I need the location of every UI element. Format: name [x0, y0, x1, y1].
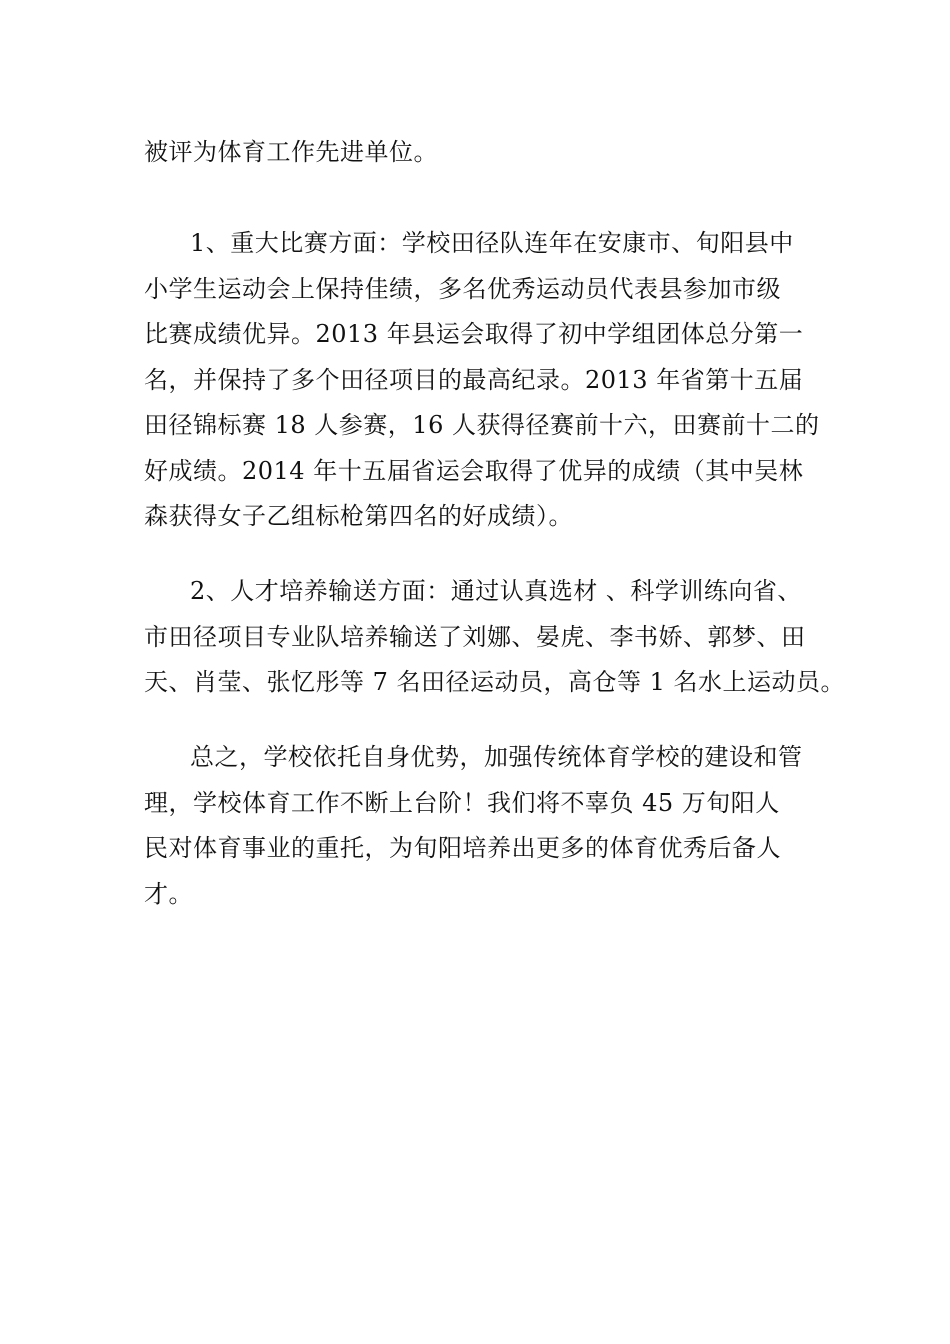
text-line: 总之，学校依托自身优势，加强传统体育学校的建设和管 [190, 743, 803, 771]
text-line: 才。 [144, 880, 193, 908]
text-line: 市田径项目专业队培养输送了刘娜、晏虎、李书娇、郭梦、田 [144, 623, 806, 651]
text-line: 田径锦标赛 18 人参赛，16 人获得径赛前十六，田赛前十二的 [144, 411, 820, 439]
text-line: 名，并保持了多个田径项目的最高纪录。2013 年省第十五届 [144, 366, 804, 394]
text-line: 理，学校体育工作不断上台阶！我们将不辜负 45 万旬阳人 [144, 789, 780, 817]
text-line: 比赛成绩优异。2013 年县运会取得了初中学组团体总分第一 [144, 320, 804, 348]
text-line: 民对体育事业的重托，为旬阳培养出更多的体育优秀后备人 [144, 834, 781, 862]
text-line: 森获得女子乙组标枪第四名的好成绩）。 [144, 502, 573, 530]
text-line: 2、人才培养输送方面：通过认真选材 、科学训练向省、 [190, 577, 802, 605]
text-line: 好成绩。2014 年十五届省运会取得了优异的成绩（其中吴林 [144, 457, 804, 485]
text-line: 被评为体育工作先进单位。 [144, 138, 438, 166]
text-line: 小学生运动会上保持佳绩，多名优秀运动员代表县参加市级 [144, 275, 781, 303]
text-line: 1、重大比赛方面：学校田径队连年在安康市、旬阳县中 [190, 229, 794, 257]
text-line: 天、肖莹、张忆彤等 7 名田径运动员，高仓等 1 名水上运动员。 [144, 668, 846, 696]
